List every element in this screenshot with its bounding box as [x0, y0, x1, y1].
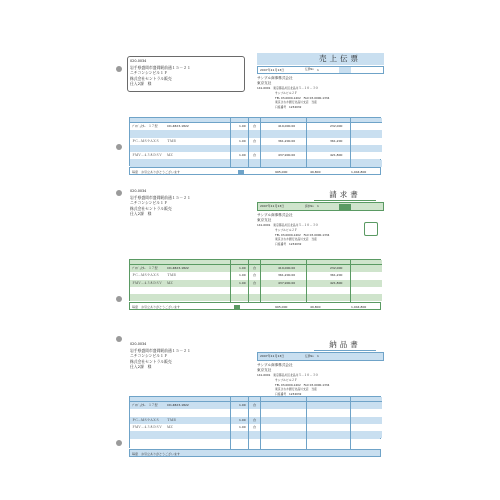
sender-address2: サンプルビル２Ｆ — [275, 378, 298, 382]
slip-no: 1 — [317, 67, 319, 72]
sender-block — [257, 363, 329, 396]
slip-no-label: 請求No — [305, 204, 314, 208]
table-row — [130, 409, 382, 416]
sender-tel: TEL 03-0000-1402 — [275, 232, 301, 237]
column-divider — [230, 397, 231, 449]
sender-company: サンプル商事株式会社 — [257, 363, 293, 367]
tax: 49,800 — [310, 305, 321, 309]
recipient-building: ニチコンシンビル１Ｆ — [130, 353, 168, 359]
table-row — [130, 431, 382, 438]
note-text: 毎度 お引立ありがとうございます — [132, 305, 181, 309]
company-seal — [364, 222, 378, 236]
recipient-address — [130, 342, 191, 370]
recipient-address — [130, 189, 191, 217]
sender-fax: FAX 03-0000-1334 — [303, 95, 330, 100]
column-divider — [306, 397, 307, 449]
issue-date: 2007年11月13日 — [260, 354, 285, 358]
column-divider — [248, 397, 249, 449]
totals-row — [129, 449, 381, 457]
sender-bank: 東京さわか銀行北品川支店 当座 — [275, 387, 317, 392]
table-row — [130, 160, 382, 167]
total: 1,044,800 — [351, 170, 367, 174]
slip-no-label: 伝票No — [305, 354, 314, 358]
document-title: 納品書 — [314, 340, 376, 351]
binder-hole — [116, 336, 122, 342]
sender-company: サンプル商事株式会社 — [257, 76, 293, 80]
recipient-building: ニチコンシンビル１Ｆ — [130, 70, 168, 76]
recipient-address — [130, 59, 191, 87]
totals-row — [129, 302, 381, 310]
document-title: 請求書 — [314, 190, 376, 201]
table-row: ＰＣ－ＭＳ９ＡＸＳ ＴＭＢ 1.00 台 361,200.00 361,200 — [130, 272, 382, 279]
items-table — [129, 117, 381, 166]
column-divider — [260, 260, 261, 302]
recipient-contact: 仕入2課 様 — [130, 364, 152, 370]
postal-code: 020-0034 — [130, 342, 147, 346]
column-divider — [248, 260, 249, 302]
sender-address: 東京都品川区北品川５－１０－３０ — [273, 86, 319, 91]
table-row — [130, 130, 382, 137]
sender-bank: 東京さわか銀行北品川支店 当座 — [275, 100, 317, 105]
sender-address: 東京都品川区北品川５－１０－３０ — [273, 373, 319, 378]
sender-account: 口座番号 1234032 — [275, 391, 302, 396]
subtotal-marker — [234, 305, 240, 310]
sender-postal: 141-0001 — [257, 86, 271, 91]
column-divider — [230, 260, 231, 302]
sender-block — [257, 76, 329, 109]
total: 1,044,800 — [351, 305, 367, 309]
invoice — [124, 186, 384, 313]
binder-hole — [116, 66, 122, 72]
table-row — [130, 287, 382, 294]
column-divider — [260, 397, 261, 449]
sender-account: 口座番号 1234032 — [275, 241, 302, 246]
binder-hole — [116, 190, 122, 196]
table-row: ＰＣ－ＭＳ９ＡＸＳ ＴＭＢ 1.00 台 361,200.00 361,200 — [130, 138, 382, 145]
recipient-street: 岩手県盛岡市盛岡駅前通１５－２１ — [130, 194, 191, 200]
sales-slip — [124, 53, 384, 179]
issue-date: 2007年11月13日 — [260, 204, 285, 208]
table-row: ＦＭＶ－４３８ＤＳＶ ＭＺ 1.00 台 437,900.00 421,800 — [130, 280, 382, 287]
totals-row — [129, 167, 381, 175]
column-divider — [248, 118, 249, 167]
recipient-street: 岩手県盛岡市盛岡駅前通１５－２１ — [130, 64, 191, 70]
binder-hole — [116, 144, 122, 150]
recipient-company: 株式会社セントラル販売 — [130, 75, 172, 81]
delivery-note — [124, 338, 384, 464]
sender-dept: 東京支社 — [257, 218, 272, 223]
slip-no: 1 — [317, 354, 319, 358]
table-row: ＦＭＶ－４３８ＤＳＶ ＭＺ 1.00 台 437,900.00 421,800 — [130, 152, 382, 159]
column-divider — [350, 118, 351, 167]
subtotal: 995,000 — [275, 305, 288, 309]
recipient-contact: 仕入2課 様 — [130, 211, 152, 217]
table-row: ﾌﾟﾛｼﾞｪｸﾀｰ １７型 CD-4823-1822 1.00 台 419,000.00 232,000 — [130, 123, 382, 130]
recipient-contact: 仕入2課 様 — [130, 81, 152, 87]
sender-postal: 141-0001 — [257, 373, 271, 378]
sender-fax: FAX 03-0000-1334 — [303, 382, 330, 387]
sender-address2: サンプルビル２Ｆ — [275, 228, 298, 232]
column-divider — [230, 118, 231, 167]
subtotal-marker — [238, 170, 244, 175]
table-row: ＰＣ－ＭＳ９ＡＸＳ ＴＭＢ 1.00 台 — [130, 417, 382, 424]
note-text: 毎度 お引立ありがとうございます — [132, 452, 181, 456]
recipient-company: 株式会社セントラル販売 — [130, 205, 172, 211]
sender-address: 東京都品川区北品川５－１０－３０ — [273, 223, 319, 228]
recipient-building: ニチコンシンビル１Ｆ — [130, 200, 168, 206]
slip-no-label: 伝票No — [305, 68, 314, 71]
sender-fax: FAX 03-0000-1334 — [303, 232, 330, 237]
binder-hole — [116, 440, 122, 446]
sender-tel: TEL 03-0000-1402 — [275, 382, 301, 387]
registration-field — [339, 204, 351, 210]
table-row — [130, 145, 382, 152]
table-row: ﾌﾟﾛｼﾞｪｸﾀｰ １７型 CD-4823-1822 1.00 台 419,000.00 232,000 — [130, 265, 382, 272]
column-divider — [260, 118, 261, 167]
sender-dept: 東京支社 — [257, 368, 272, 373]
binder-hole — [116, 296, 122, 302]
postal-code: 020-0034 — [130, 189, 147, 193]
slip-no: 1 — [317, 204, 319, 208]
recipient-company: 株式会社セントラル販売 — [130, 358, 172, 364]
postal-code: 020-0034 — [130, 59, 147, 63]
items-table — [129, 396, 381, 448]
column-divider — [350, 397, 351, 449]
recipient-street: 岩手県盛岡市盛岡駅前通１５－２１ — [130, 347, 191, 353]
sender-block — [257, 213, 329, 246]
sender-dept: 東京支社 — [257, 81, 272, 86]
table-row — [130, 294, 382, 301]
column-divider — [306, 260, 307, 302]
table-row — [130, 439, 382, 449]
table-row: ﾌﾟﾛｼﾞｪｸﾀｰ １７型 CD-4823-1822 1.00 台 — [130, 402, 382, 409]
subtotal: 995,000 — [275, 170, 288, 174]
registration-field — [339, 67, 351, 73]
sender-company: サンプル商事株式会社 — [257, 213, 293, 217]
sender-address2: サンプルビル２Ｆ — [275, 91, 298, 95]
column-divider — [306, 118, 307, 167]
sender-postal: 141-0001 — [257, 223, 271, 228]
sender-tel: TEL 03-0000-1402 — [275, 95, 301, 100]
items-table — [129, 259, 381, 301]
note-text: 毎度 お引立ありがとうございます — [132, 170, 181, 174]
table-row: ＦＭＶ－４３８ＤＳＶ ＭＺ 1.00 台 — [130, 424, 382, 431]
sender-account: 口座番号 1234032 — [275, 104, 302, 109]
sender-bank: 東京さわか銀行北品川支店 当座 — [275, 237, 317, 242]
document-title: 売上伝票 — [319, 54, 361, 63]
tax: 49,800 — [310, 170, 321, 174]
column-divider — [350, 260, 351, 302]
issue-date: 2007年11月13日 — [260, 67, 285, 72]
